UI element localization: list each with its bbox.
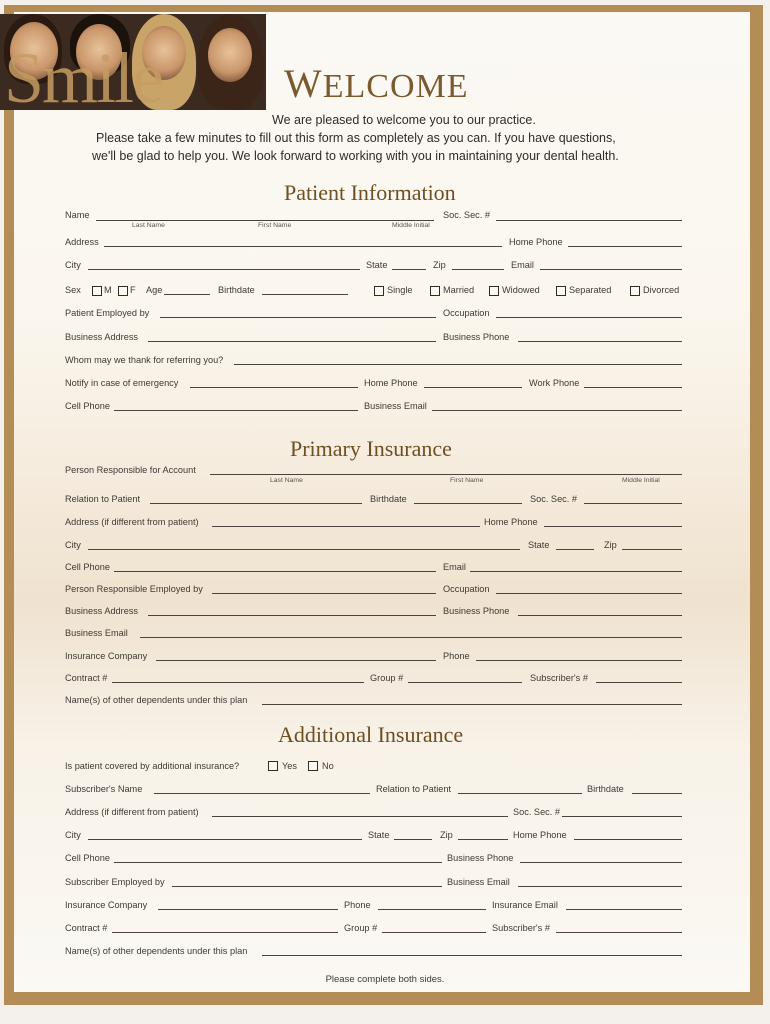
state-label: State <box>366 260 388 270</box>
emergency-field[interactable] <box>190 387 358 388</box>
primary-subscriber-label: Subscriber's # <box>530 673 588 683</box>
additional-dependents-field[interactable] <box>262 955 682 956</box>
subscriber-employed-by-field[interactable] <box>172 886 442 887</box>
primary-soc-sec-label: Soc. Sec. # <box>530 494 577 504</box>
primary-relation-field[interactable] <box>150 503 362 504</box>
primary-contract-field[interactable] <box>112 682 364 683</box>
name-label: Name <box>65 210 90 220</box>
business-address-field[interactable] <box>148 341 436 342</box>
address-field[interactable] <box>104 246 502 247</box>
sex-label: Sex <box>65 285 81 295</box>
widowed-checkbox[interactable] <box>489 286 499 296</box>
primary-state-label: State <box>528 540 550 550</box>
primary-phone-label: Phone <box>443 651 470 661</box>
additional-contract-label: Contract # <box>65 923 108 933</box>
insurance-email-label: Insurance Email <box>492 900 558 910</box>
soc-sec-label: Soc. Sec. # <box>443 210 490 220</box>
primary-relation-label: Relation to Patient <box>65 494 141 504</box>
additional-soc-sec-label: Soc. Sec. # <box>513 807 560 817</box>
smile-logo-word: Smile <box>4 38 163 118</box>
male-label: M <box>104 285 112 295</box>
additional-relation-field[interactable] <box>458 793 582 794</box>
additional-group-field[interactable] <box>382 932 486 933</box>
referral-label: Whom may we thank for referring you? <box>65 355 224 365</box>
patient-information-title: Patient Information <box>284 180 456 205</box>
additional-phone-label: Phone <box>344 900 371 910</box>
covered-yes-checkbox[interactable] <box>268 761 278 771</box>
work-phone-label: Work Phone <box>529 378 580 388</box>
primary-business-email-field[interactable] <box>140 637 682 638</box>
welcome-title: WELCOME <box>284 61 469 106</box>
separated-label: Separated <box>569 285 612 295</box>
primary-business-phone-field[interactable] <box>518 615 682 616</box>
primary-dependents-field[interactable] <box>262 704 682 705</box>
cell-phone-label: Cell Phone <box>65 401 110 411</box>
primary-middle-initial-caption: Middle Initial <box>622 477 660 484</box>
home-phone-field[interactable] <box>568 246 682 247</box>
responsible-field[interactable] <box>210 474 682 475</box>
additional-birthdate-label: Birthdate <box>587 784 624 794</box>
occupation-field[interactable] <box>496 317 682 318</box>
single-checkbox[interactable] <box>374 286 384 296</box>
additional-business-phone-label: Business Phone <box>447 853 514 863</box>
emergency-home-phone-field[interactable] <box>424 387 522 388</box>
cell-phone-field[interactable] <box>114 410 358 411</box>
additional-address-field[interactable] <box>212 816 508 817</box>
additional-business-phone-field[interactable] <box>520 862 682 863</box>
additional-home-phone-field[interactable] <box>574 839 682 840</box>
subscriber-name-field[interactable] <box>154 793 370 794</box>
primary-insurance-title: Primary Insurance <box>290 436 452 461</box>
separated-checkbox[interactable] <box>556 286 566 296</box>
primary-group-field[interactable] <box>408 682 522 683</box>
additional-home-phone-label: Home Phone <box>513 830 567 840</box>
female-label: F <box>130 285 136 295</box>
employed-by-field[interactable] <box>160 317 436 318</box>
work-phone-field[interactable] <box>584 387 682 388</box>
primary-business-address-label: Business Address <box>65 606 139 616</box>
intro-line-2: Please take a few minutes to fill out this form as completely as you can. If you have questions, <box>96 131 616 145</box>
age-field[interactable] <box>164 294 210 295</box>
primary-first-name-caption: First Name <box>450 477 484 484</box>
primary-city-field[interactable] <box>88 549 520 550</box>
email-label: Email <box>511 260 534 270</box>
female-checkbox[interactable] <box>118 286 128 296</box>
primary-home-phone-label: Home Phone <box>484 517 538 527</box>
additional-state-label: State <box>368 830 390 840</box>
primary-company-field[interactable] <box>156 660 436 661</box>
referral-field[interactable] <box>234 364 682 365</box>
covered-question-label: Is patient covered by additional insurance? <box>65 761 240 771</box>
additional-birthdate-field[interactable] <box>632 793 682 794</box>
primary-email-label: Email <box>443 562 466 572</box>
primary-zip-label: Zip <box>604 540 617 550</box>
primary-birthdate-field[interactable] <box>414 503 522 504</box>
divorced-label: Divorced <box>643 285 680 295</box>
additional-zip-label: Zip <box>440 830 453 840</box>
primary-business-address-field[interactable] <box>148 615 436 616</box>
additional-cell-phone-field[interactable] <box>114 862 442 863</box>
occupation-label: Occupation <box>443 308 490 318</box>
primary-dependents-label: Name(s) of other dependents under this plan <box>65 695 248 705</box>
business-phone-label: Business Phone <box>443 332 510 342</box>
primary-business-email-label: Business Email <box>65 628 128 638</box>
primary-last-name-caption: Last Name <box>270 477 303 484</box>
additional-company-label: Insurance Company <box>65 900 148 910</box>
additional-company-field[interactable] <box>158 909 338 910</box>
age-label: Age <box>146 285 163 295</box>
business-phone-field[interactable] <box>518 341 682 342</box>
primary-employed-by-label: Person Responsible Employed by <box>65 584 203 594</box>
additional-business-email-label: Business Email <box>447 877 510 887</box>
covered-no-label: No <box>322 761 334 771</box>
last-name-caption: Last Name <box>132 222 165 229</box>
widowed-label: Widowed <box>502 285 540 295</box>
zip-label: Zip <box>433 260 446 270</box>
primary-group-label: Group # <box>370 673 404 683</box>
name-field[interactable] <box>96 220 434 221</box>
home-phone-label: Home Phone <box>509 237 563 247</box>
additional-state-field[interactable] <box>394 839 432 840</box>
primary-address-field[interactable] <box>212 526 480 527</box>
city-field[interactable] <box>88 269 360 270</box>
additional-relation-label: Relation to Patient <box>376 784 452 794</box>
intro-line-1: We are pleased to welcome you to our practice. <box>272 113 536 127</box>
address-label: Address <box>65 237 99 247</box>
birthdate-label: Birthdate <box>218 285 255 295</box>
covered-yes-label: Yes <box>282 761 297 771</box>
subscriber-employed-by-label: Subscriber Employed by <box>65 877 165 887</box>
state-field[interactable] <box>392 269 426 270</box>
primary-occupation-label: Occupation <box>443 584 490 594</box>
additional-business-email-field[interactable] <box>518 886 682 887</box>
additional-subscriber-label: Subscriber's # <box>492 923 550 933</box>
primary-contract-label: Contract # <box>65 673 108 683</box>
additional-cell-phone-label: Cell Phone <box>65 853 110 863</box>
additional-group-label: Group # <box>344 923 378 933</box>
primary-soc-sec-field[interactable] <box>584 503 682 504</box>
primary-cell-phone-field[interactable] <box>114 571 436 572</box>
additional-soc-sec-field[interactable] <box>562 816 682 817</box>
primary-employed-by-field[interactable] <box>212 593 436 594</box>
primary-phone-field[interactable] <box>476 660 682 661</box>
single-label: Single <box>387 285 413 295</box>
subscriber-name-label: Subscriber's Name <box>65 784 143 794</box>
additional-city-label: City <box>65 830 81 840</box>
primary-subscriber-field[interactable] <box>596 682 682 683</box>
insurance-email-field[interactable] <box>566 909 682 910</box>
soc-sec-field[interactable] <box>496 220 682 221</box>
business-address-label: Business Address <box>65 332 139 342</box>
primary-cell-phone-label: Cell Phone <box>65 562 110 572</box>
primary-city-label: City <box>65 540 81 550</box>
primary-state-field[interactable] <box>556 549 594 550</box>
additional-insurance-title: Additional Insurance <box>278 722 464 747</box>
zip-field[interactable] <box>452 269 504 270</box>
footer-note: Please complete both sides. <box>325 974 445 985</box>
first-name-caption: First Name <box>258 222 292 229</box>
primary-address-label: Address (if different from patient) <box>65 517 199 527</box>
intro-line-3: we'll be glad to help you. We look forward to working with you in maintaining your dental health. <box>92 149 619 163</box>
primary-zip-field[interactable] <box>622 549 682 550</box>
primary-birthdate-label: Birthdate <box>370 494 407 504</box>
divorced-checkbox[interactable] <box>630 286 640 296</box>
additional-dependents-label: Name(s) of other dependents under this plan <box>65 946 248 956</box>
additional-subscriber-field[interactable] <box>556 932 682 933</box>
primary-company-label: Insurance Company <box>65 651 148 661</box>
additional-phone-field[interactable] <box>378 909 486 910</box>
emergency-home-phone-label: Home Phone <box>364 378 418 388</box>
primary-business-phone-label: Business Phone <box>443 606 510 616</box>
married-checkbox[interactable] <box>430 286 440 296</box>
married-label: Married <box>443 285 475 295</box>
additional-city-field[interactable] <box>88 839 362 840</box>
additional-address-label: Address (if different from patient) <box>65 807 199 817</box>
business-email-field[interactable] <box>432 410 682 411</box>
primary-home-phone-field[interactable] <box>544 526 682 527</box>
covered-no-checkbox[interactable] <box>308 761 318 771</box>
email-field[interactable] <box>540 269 682 270</box>
primary-email-field[interactable] <box>470 571 682 572</box>
primary-occupation-field[interactable] <box>496 593 682 594</box>
welcome-title-text: ELCOME <box>322 68 469 105</box>
middle-initial-caption: Middle Initial <box>392 222 430 229</box>
responsible-label: Person Responsible for Account <box>65 465 196 475</box>
employed-by-label: Patient Employed by <box>65 308 150 318</box>
birthdate-field[interactable] <box>262 294 348 295</box>
business-email-label: Business Email <box>364 401 427 411</box>
additional-contract-field[interactable] <box>112 932 338 933</box>
emergency-label: Notify in case of emergency <box>65 378 179 388</box>
male-checkbox[interactable] <box>92 286 102 296</box>
additional-zip-field[interactable] <box>458 839 508 840</box>
city-label: City <box>65 260 81 270</box>
